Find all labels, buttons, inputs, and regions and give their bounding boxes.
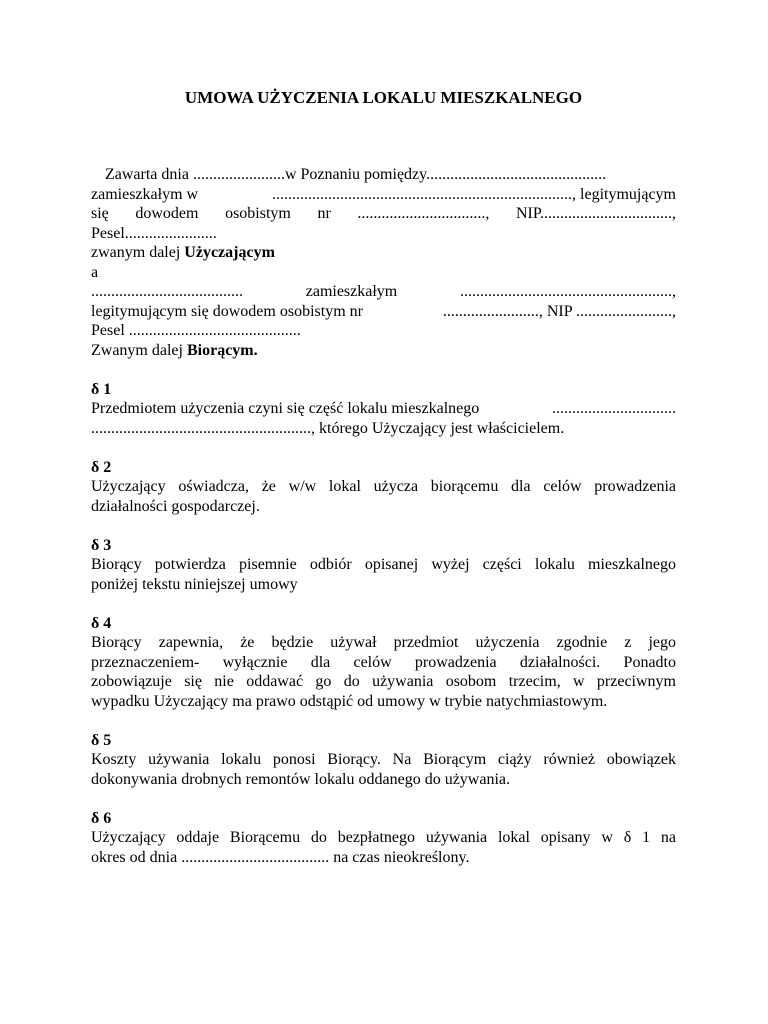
intro-l7-b: zamieszkałym [305, 283, 398, 300]
intro-line-1: Zawarta dnia .......................w Poznaniu pomiędzy............................................. [105, 166, 607, 183]
intro-line-6: a [91, 263, 99, 281]
intro-line-9: Pesel ........................................... [91, 322, 301, 339]
section-5-heading: δ 5 [91, 731, 112, 749]
intro-l2-a: zamieszkałym w [91, 185, 199, 203]
intro-l3-c: osobistym [225, 205, 291, 222]
document-title: UMOWA UŻYCZENIA LOKALU MIESZKALNEGO [184, 88, 583, 107]
intro-l10-a: Zwanym dalej [91, 341, 187, 359]
spacer [91, 438, 676, 458]
intro-line-3 [91, 204, 676, 224]
intro-line-7 [91, 282, 676, 302]
intro-l3-b: dowodem [135, 205, 199, 222]
section-4-heading: δ 4 [91, 614, 112, 632]
intro-line-4: Pesel....................... [91, 224, 217, 242]
intro-line-2 [91, 185, 676, 205]
intro-line-10 [91, 341, 676, 361]
section-5-line-2: dokonywania drobnych remontów lokalu oddanego do używania. [91, 770, 511, 788]
section-1-heading: δ 1 [91, 380, 112, 398]
section-3-line-1: Biorący potwierdza pisemnie odbiór opisanej wyżej części lokalu mieszkalnego [91, 556, 676, 573]
spacer [91, 360, 676, 380]
section-6-line-1: Użyczający oddaje Biorącemu do bezpłatnego używania lokal opisany w δ 1 na [91, 829, 676, 846]
section-1-line-2: ......................................................., którego Użyczający jest właścicielem. [91, 419, 565, 437]
section-2-line-2: działalności gospodarczej. [91, 497, 260, 515]
intro-l3-f: NIP................................., [515, 205, 676, 222]
intro-l7-c: ....................................................., [459, 283, 676, 300]
intro-l3-d: nr [317, 205, 331, 222]
section-6-heading: δ 6 [91, 809, 112, 827]
intro-line-5 [91, 243, 676, 263]
intro-l3-a: się [91, 205, 109, 222]
intro-l3-e: ................................, [357, 205, 490, 222]
section-4-line-3: zobowiązuje się nie oddawać go do używania osobom trzecim, w przeciwnym [91, 673, 676, 690]
section-4-line-4: wypadku Użyczający ma prawo odstąpić od umowy w trybie natychmiastowym. [91, 692, 608, 710]
section-2-heading: δ 2 [91, 458, 112, 476]
spacer [91, 789, 676, 809]
section-5-line-1: Koszty używania lokalu ponosi Biorący. Na Biorącym ciąży również obowiązek [91, 751, 676, 768]
section-4-line-1: Biorący zapewnia, że będzie używał przedmiot użyczenia zgodnie z jego [91, 634, 676, 651]
intro-l8-b: ........................, NIP ........................, [442, 302, 676, 320]
section-6-line-2: okres od dnia ..................................... na czas nieokreślony. [91, 848, 470, 866]
spacer [91, 516, 676, 536]
intro-l5-b: Użyczającym [184, 244, 275, 261]
intro-line-8 [91, 302, 676, 322]
section-3-line-2: poniżej tekstu niniejszej umowy [91, 575, 298, 593]
intro-l7-a: ...................................... [91, 283, 243, 300]
s1-l1-b: ............................... [552, 400, 676, 417]
section-2-line-1: Użyczający oświadcza, że w/w lokal użycza biorącemu dla celów prowadzenia [91, 478, 676, 495]
section-4-line-2: przeznaczeniem- wyłącznie dla celów prowadzenia działalności. Ponadto [91, 653, 676, 671]
intro-l5-a: zwanym dalej [91, 244, 185, 261]
section-1-line-1 [91, 399, 676, 419]
intro-l8-a: legitymującym się dowodem osobistym nr [91, 302, 363, 320]
spacer [91, 711, 676, 731]
section-3-heading: δ 3 [91, 536, 112, 554]
intro-l2-b: ..........................................................................., legitymującym [272, 185, 676, 203]
spacer [91, 594, 676, 614]
s1-l1-a: Przedmiotem użyczenia czyni się część lokalu mieszkalnego [91, 400, 480, 417]
intro-l10-b: Biorącym. [186, 341, 258, 359]
document-body [91, 165, 676, 867]
